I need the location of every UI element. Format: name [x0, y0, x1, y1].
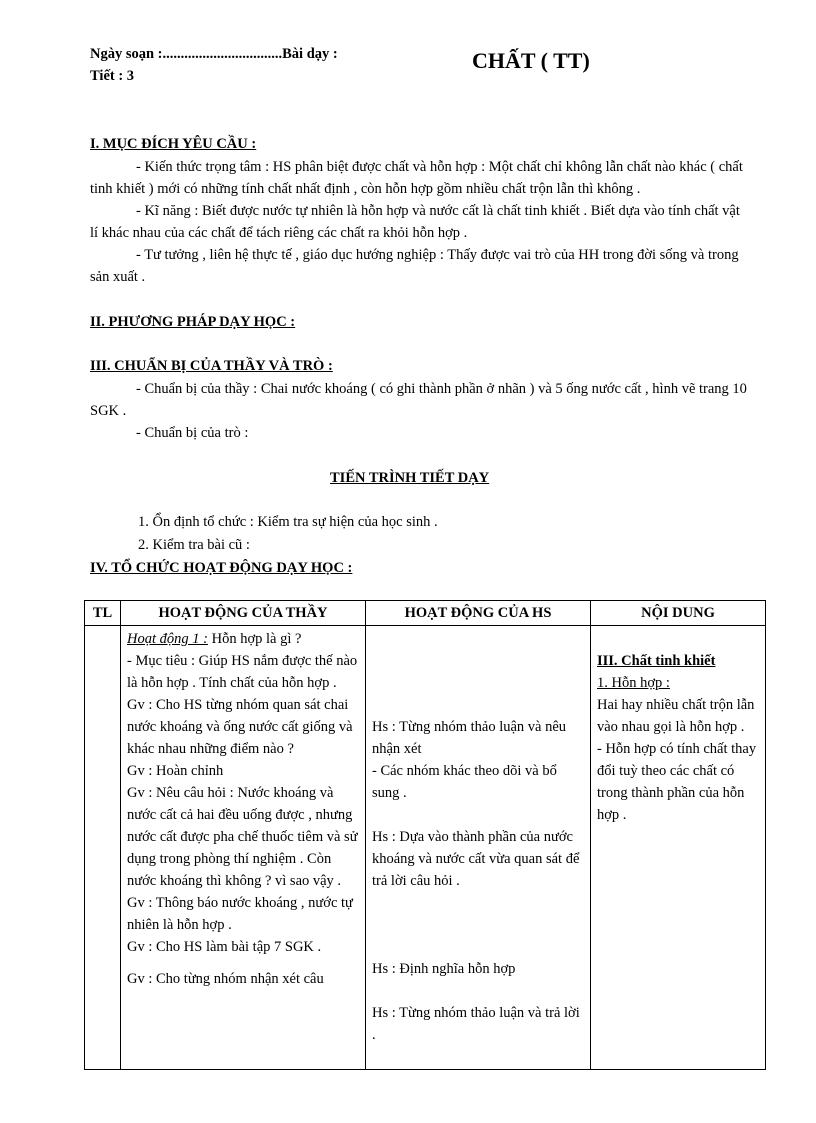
table-row: [85, 626, 766, 1070]
teacher-line: - Mục tiêu : Giúp HS nắm được thế nào là hỗn hợp . Tính chất của hỗn hợp .: [127, 653, 358, 691]
teacher-line: Gv : Cho từng nhóm nhận xét câu: [127, 971, 324, 987]
col-header-tl: TL: [85, 601, 121, 626]
table-header-row: [85, 601, 766, 626]
teacher-line: Gv : Thông báo nước khoáng , nước tự nhiên là hỗn hợp .: [127, 895, 353, 933]
teacher-line: Gv : Hoàn chỉnh: [127, 763, 224, 779]
col-header-teacher: HOẠT ĐỘNG CỦA THẦY: [121, 601, 366, 626]
student-line: Hs : Định nghĩa hỗn hợp: [372, 961, 516, 977]
section3-heading: III. CHUẨN BỊ CỦA THẦY VÀ TRÒ :: [90, 358, 333, 374]
content-line: - Hỗn hợp có tính chất thay đổi tuỳ theo các chất có trong thành phần của hỗn hợp .: [597, 741, 757, 823]
col-header-content: NỘI DUNG: [591, 601, 766, 626]
progress-title: TIẾN TRÌNH TIẾT DẠY: [330, 470, 490, 486]
student-line: - Các nhóm khác theo dõi và bổ sung .: [372, 763, 557, 801]
student-cell: [366, 626, 591, 1070]
content-heading: III. Chất tinh khiết: [597, 653, 716, 669]
lesson-table: [84, 600, 766, 1070]
progress-item: 1. Ổn định tổ chức : Kiểm tra sự hiện của học sinh .: [138, 514, 438, 530]
progress-item: 2. Kiểm tra bài cũ :: [138, 537, 250, 553]
section2-heading: II. PHƯƠNG PHÁP DẠY HỌC :: [90, 314, 296, 330]
section3-body: [90, 378, 750, 444]
date-line: Ngày soạn :.................................Bài dạy :: [90, 46, 338, 62]
section1-line: - Tư tưởng , liên hệ thực tế , giáo dục hướng nghiệp : Thấy được vai trò của HH trong đời sống và trong sản xuất .: [90, 247, 739, 285]
student-line: Hs : Từng nhóm thảo luận và nêu nhận xét: [372, 719, 567, 757]
content-line: Hai hay nhiều chất trộn lẫn vào nhau gọi là hỗn hợp .: [597, 697, 755, 735]
teacher-cell: [121, 626, 366, 1070]
content-cell: [591, 626, 766, 1070]
section1-line: - Kiến thức trọng tâm : HS phân biệt được chất và hỗn hợp : Một chất chỉ không lẫn chất nào khác ( chất tinh khiết ) mới có những tính chất nhất định , còn hỗn hợp gồm nhiều chất trộn lẫn thì không .: [90, 159, 743, 197]
teacher-line: Gv : Cho HS từng nhóm quan sát chai nước khoáng và ống nước cất giống và khác nhau những điểm nào ?: [127, 697, 353, 757]
tl-cell: [85, 626, 121, 1070]
section4-heading: IV. TỔ CHỨC HOẠT ĐỘNG DẠY HỌC :: [90, 560, 353, 576]
teacher-line: Gv : Cho HS làm bài tập 7 SGK .: [127, 939, 322, 955]
section1-line: - Kĩ năng : Biết được nước tự nhiên là hỗn hợp và nước cất là chất tinh khiết . Biết dựa vào tính chất vật lí khác nhau của các chất để tách riêng các chất ra khỏi hỗn hợp .: [90, 203, 740, 241]
student-line: Hs : Từng nhóm thảo luận và trả lời .: [372, 1005, 580, 1043]
teacher-line: Gv : Nêu câu hỏi : Nước khoáng và nước cất cả hai đều uống được , nhưng nước cất được pha chế thuốc tiêm và sử dụng trong phòng thí nghiệm . Còn nước khoáng thì không ? vì sao vậy .: [127, 785, 358, 889]
section1-heading: I. MỤC ĐÍCH YÊU CẦU :: [90, 136, 257, 152]
activity-title: Hỗn hợp là gì ?: [207, 631, 302, 647]
activity-label: Hoạt động 1 :: [127, 631, 208, 647]
section1-body: [90, 156, 750, 288]
page-title: CHẤT ( TT): [472, 48, 590, 73]
section3-line: - Chuẩn bị của thầy : Chai nước khoáng ( có ghi thành phần ở nhãn ) và 5 ống nước cất , hình vẽ trang 10 SGK .: [90, 381, 747, 419]
content-subheading: 1. Hỗn hợp :: [597, 675, 670, 691]
col-header-student: HOẠT ĐỘNG CỦA HS: [366, 601, 591, 626]
period-line: Tiết : 3: [90, 68, 135, 84]
activity-heading: [127, 628, 359, 650]
section3-line: - Chuẩn bị của trò :: [136, 425, 249, 441]
student-line: Hs : Dựa vào thành phần của nước khoáng và nước cất vừa quan sát để trả lời câu hỏi .: [372, 829, 580, 889]
